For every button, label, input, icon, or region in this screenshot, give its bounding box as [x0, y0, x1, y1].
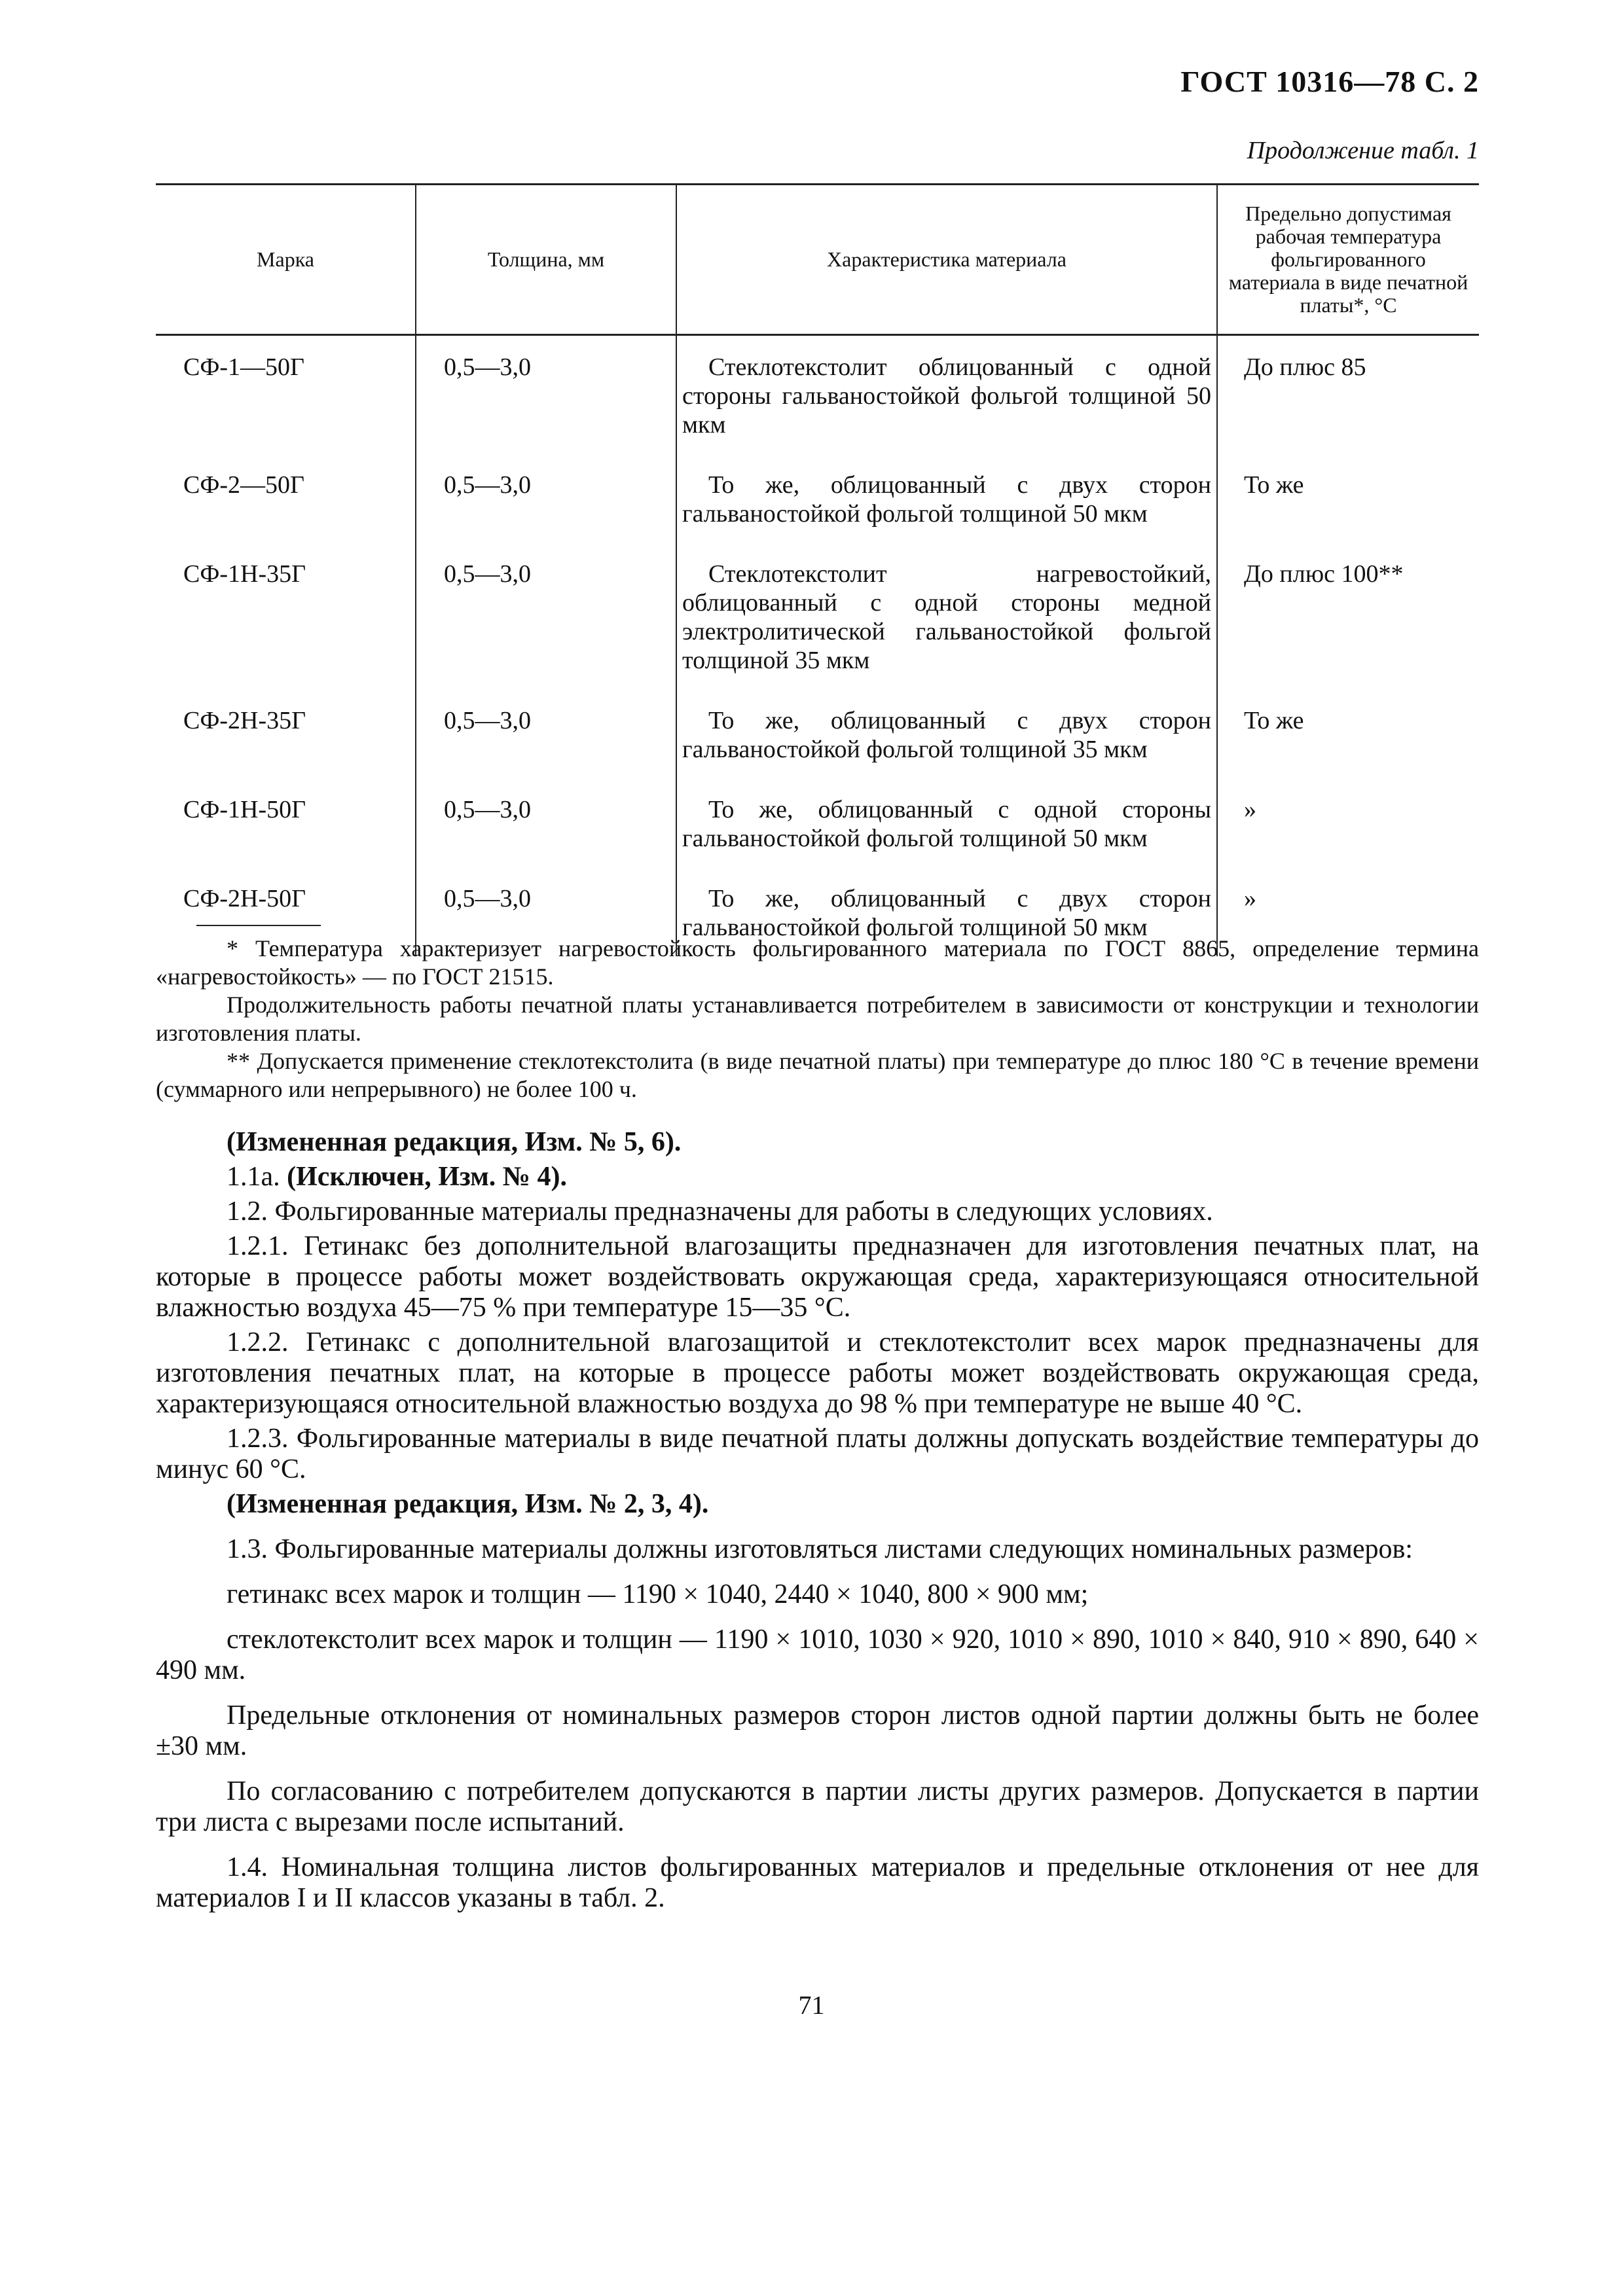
table-row	[156, 454, 1479, 543]
footnotes	[156, 935, 1479, 1103]
cell-thickness: 0,5—3,0	[416, 543, 676, 689]
footnote-1: * Температура характеризует нагревостойкость фольгированного материала по ГОСТ 8865, определение термина «нагревостойкость» — по ГОСТ 21515.	[156, 935, 1479, 990]
footnote-separator	[196, 925, 321, 926]
cell-description	[676, 454, 1217, 543]
cell-thickness: 0,5—3,0	[416, 454, 676, 543]
amendment-note-2: (Измененная редакция, Изм. № 2, 3, 4).	[227, 1489, 709, 1519]
paragraph-1-1a	[156, 1162, 1479, 1193]
paragraph-1-3: 1.3. Фольгированные материалы должны изготовляться листами следующих номинальных размеров:	[227, 1534, 1413, 1564]
amendment-note-1: (Измененная редакция, Изм. № 5, 6).	[227, 1127, 682, 1157]
cell-temperature: »	[1217, 867, 1479, 956]
cell-temperature: До плюс 85	[1217, 335, 1479, 454]
footnote-3: ** Допускается применение стеклотекстолита (в виде печатной платы) при температуре до плюс 180 °С в течение времени (суммарного или непрерывного) не более 100 ч.	[156, 1048, 1479, 1102]
cell-mark: СФ-2Н-35Г	[183, 707, 306, 734]
cell-temperature: То же	[1217, 689, 1479, 778]
header-thickness: Толщина, мм	[416, 185, 676, 335]
paragraph-1-2-2: 1.2.2. Гетинакс с дополнительной влагозащитой и стеклотекстолит всех марок предназначены для изготовления печатных плат, на которые в процессе работы может воздействовать окружающая среда, характеризующаяся относительной влажностью воздуха до 98 % при температуре не выше 40 °С.	[156, 1327, 1479, 1419]
cell-thickness: 0,5—3,0	[416, 335, 676, 454]
cell-description	[676, 778, 1217, 867]
cell-description	[676, 335, 1217, 454]
document-header: ГОСТ 10316—78 С. 2	[1180, 65, 1479, 98]
paragraph-steklo-sizes: стеклотекстолит всех марок и толщин — 1190 × 1010, 1030 × 920, 1010 × 890, 1010 × 840, 910 × 890, 640 × 490 мм.	[156, 1624, 1479, 1685]
cell-description	[676, 543, 1217, 689]
cell-mark: СФ-1—50Г	[183, 353, 304, 381]
description-text: То же, облицованный с двух сторон гальваностойкой фольгой толщиной 35 мкм	[682, 707, 1211, 763]
paragraph-getinaks-sizes: гетинакс всех марок и толщин — 1190 × 1040, 2440 × 1040, 800 × 900 мм;	[227, 1579, 1089, 1609]
description-text: То же, облицованный с одной стороны гальваностойкой фольгой толщиной 50 мкм	[682, 796, 1211, 852]
table-header-row	[156, 185, 1479, 335]
paragraph-1-2: 1.2. Фольгированные материалы предназначены для работы в следующих условиях.	[227, 1196, 1213, 1227]
paragraph-number: 1.1а.	[227, 1162, 280, 1192]
cell-mark: СФ-1Н-50Г	[183, 796, 306, 823]
paragraph-limits: Предельные отклонения от номинальных размеров сторон листов одной партии должны быть не более ±30 мм.	[156, 1700, 1479, 1761]
header-temperature: Предельно допустимая рабочая температура фольгированного материала в виде печатной платы*, °С	[1217, 185, 1479, 335]
cell-description	[676, 689, 1217, 778]
materials-table	[156, 183, 1479, 956]
paragraph-1-2-1: 1.2.1. Гетинакс без дополнительной влагозащиты предназначен для изготовления печатных плат, на которые в процессе работы может воздействовать окружающая среда, характеризующаяся относительной влажностью воздуха 45—75 % при температуре 15—35 °С.	[156, 1231, 1479, 1323]
header-description: Характеристика материала	[676, 185, 1217, 335]
cell-thickness: 0,5—3,0	[416, 867, 676, 956]
cell-temperature: »	[1217, 778, 1479, 867]
footnote-2: Продолжительность работы печатной платы устанавливается потребителем в зависимости от конструкции и технологии изготовления платы.	[156, 992, 1479, 1046]
cell-temperature: До плюс 100**	[1217, 543, 1479, 689]
description-text: То же, облицованный с двух сторон гальваностойкой фольгой толщиной 50 мкм	[682, 885, 1211, 941]
paragraph-1-1a-status: (Исключен, Изм. № 4).	[287, 1162, 567, 1192]
description-text: То же, облицованный с двух сторон гальваностойкой фольгой толщиной 50 мкм	[682, 471, 1211, 528]
cell-mark: СФ-2—50Г	[183, 471, 304, 499]
cell-mark: СФ-2Н-50Г	[183, 885, 306, 912]
table-continuation-label: Продолжение табл. 1	[1247, 137, 1479, 164]
table-row	[156, 543, 1479, 689]
table-row	[156, 778, 1479, 867]
cell-temperature: То же	[1217, 454, 1479, 543]
cell-thickness: 0,5—3,0	[416, 778, 676, 867]
table-row	[156, 335, 1479, 454]
document-body	[156, 1127, 1479, 1918]
cell-mark: СФ-1Н-35Г	[183, 560, 306, 588]
paragraph-1-4: 1.4. Номинальная толщина листов фольгированных материалов и предельные отклонения от нее для материалов I и II классов указаны в табл. 2.	[156, 1852, 1479, 1913]
cell-thickness: 0,5—3,0	[416, 689, 676, 778]
paragraph-1-2-3: 1.2.3. Фольгированные материалы в виде печатной платы должны допускать воздействие температуры до минус 60 °С.	[156, 1424, 1479, 1484]
header-mark: Марка	[156, 185, 416, 335]
paragraph-agreement: По согласованию с потребителем допускаются в партии листы других размеров. Допускается в партии три листа с вырезами после испытаний.	[156, 1776, 1479, 1837]
description-text: Стеклотекстолит облицованный с одной стороны гальваностойкой фольгой толщиной 50 мкм	[682, 353, 1211, 439]
table-row	[156, 689, 1479, 778]
description-text: Стеклотекстолит нагревостойкий, облицованный с одной стороны медной электролитической гальваностойкой фольгой толщиной 35 мкм	[682, 560, 1211, 674]
page-number: 71	[798, 1990, 825, 2020]
